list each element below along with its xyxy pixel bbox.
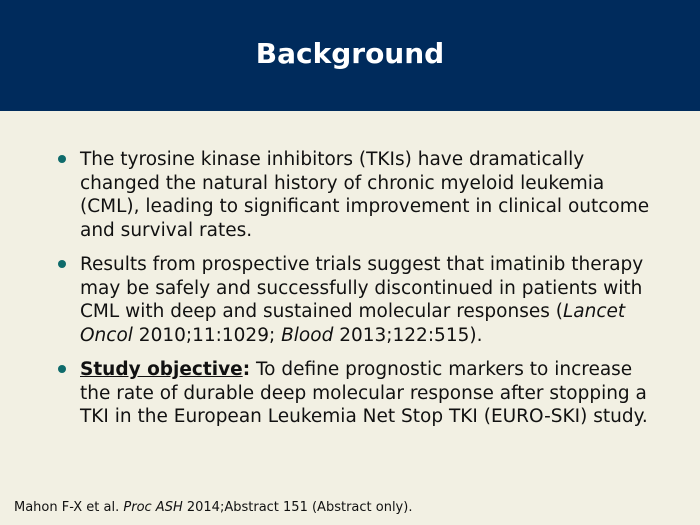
- footnote-authors: Mahon F-X et al.: [14, 500, 124, 515]
- footnote: [14, 500, 412, 516]
- citation-text: 2013;122:515).: [333, 324, 483, 346]
- citation-text: 2010;11:1029;: [132, 324, 282, 346]
- bullet-item: [58, 148, 658, 242]
- bullet-list: [58, 148, 658, 440]
- bullet-text: The tyrosine kinase inhibitors (TKIs) have dramatically changed the natural history of chronic myeloid leukemia (CML), leading to significant improvement in clinical outcome and survival rates.: [80, 149, 650, 241]
- objective-colon: :: [242, 359, 251, 380]
- footnote-journal: Proc ASH: [123, 500, 183, 515]
- bullet-item: [58, 358, 658, 429]
- title-bar: [0, 0, 700, 111]
- bullet-dot-icon: [58, 365, 66, 373]
- objective-label: Study objective: [80, 359, 243, 380]
- bullet-item: [58, 253, 658, 347]
- bullet-text: To define prognostic markers to increase the rate of durable deep molecular response after stopping a TKI in the European Leukemia Net Stop TKI (EURO-SKI) study.: [80, 359, 648, 427]
- slide-title: Background: [255, 37, 445, 70]
- bullet-dot-icon: [58, 260, 66, 268]
- journal-name: Blood: [281, 324, 334, 346]
- bullet-dot-icon: [58, 155, 66, 163]
- journal-name: Lancet Oncol: [80, 301, 626, 346]
- footnote-details: 2014;Abstract 151 (Abstract only).: [182, 500, 413, 515]
- bullet-text: Results from prospective trials suggest that imatinib therapy may be safely and successfully discontinued in patients with CML with deep and sustained molecular responses (: [80, 254, 644, 322]
